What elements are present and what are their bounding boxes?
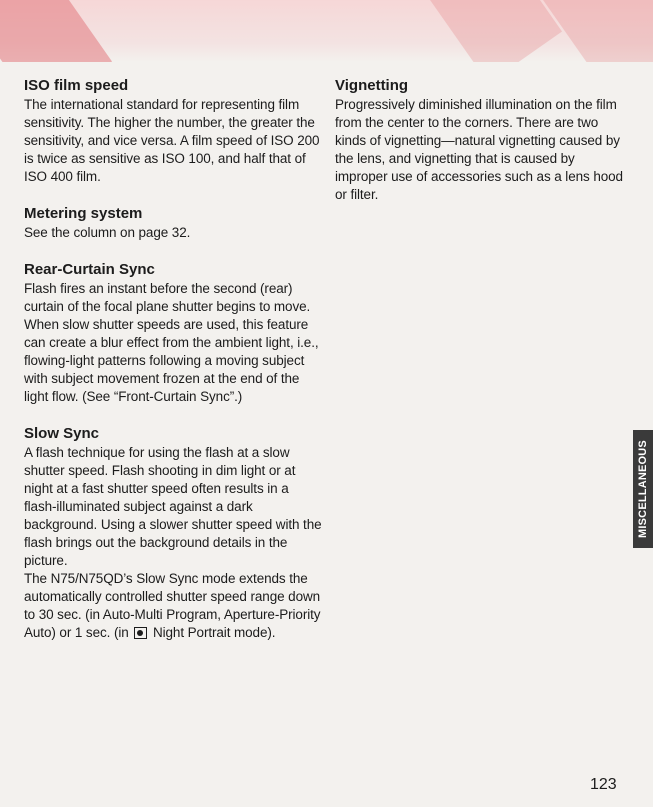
- term-heading: Metering system: [24, 205, 143, 222]
- term-definition: See the column on page 32.: [24, 225, 191, 240]
- term-definition-extra: [24, 570, 324, 642]
- left-column: [24, 76, 324, 660]
- right-column: [335, 76, 627, 222]
- section-tab-label: MISCELLANEOUS: [637, 440, 649, 538]
- term-heading: Vignetting: [335, 77, 409, 94]
- term-definition: Flash fires an instant before the second (rear) curtain of the focal plane shutter begins to move. When slow shutter speeds are used, this feature can create a blur effect from the ambient light, i.e., flowing-light patterns following a moving subject with subject movement frozen at the end of the light flow. (See “Front-Curtain Sync”.): [24, 281, 319, 404]
- page-number: 123: [590, 776, 617, 793]
- term-definition: Progressively diminished illumination on the film from the center to the corners. There are two kinds of vignetting—natural vignetting caused by the lens, and vignetting that is caused by improper use of accessories such as a lens hood or filter.: [335, 97, 623, 202]
- entry-metering-system: [24, 204, 324, 242]
- term-heading: Rear-Curtain Sync: [24, 261, 155, 278]
- entry-iso-film-speed: [24, 76, 324, 186]
- slow-sync-text-before: The N75/N75QD’s Slow Sync mode extends the automatically controlled shutter speed range down to 30 sec. (in Auto-Multi Program, Aperture-Priority Auto) or 1 sec. (in: [24, 571, 321, 640]
- header-band: [0, 0, 653, 62]
- term-heading: ISO film speed: [24, 77, 129, 94]
- decor-stripe: [408, 0, 562, 62]
- term-definition: A flash technique for using the flash at a slow shutter speed. Flash shooting in dim light or at night at a fast shutter speed often results in a flash-illuminated subject against a dark background. Using a slower shutter speed with the flash brings out the background details in the picture.: [24, 445, 322, 568]
- term-definition: The international standard for representing film sensitivity. The higher the number, the greater the sensitivity, and vice versa. A film speed of ISO 200 is twice as sensitive as ISO 100, and half that of ISO 400 film.: [24, 97, 320, 184]
- night-portrait-icon: [134, 627, 147, 639]
- section-tab: [633, 430, 653, 548]
- entry-slow-sync: [24, 424, 324, 642]
- term-heading: Slow Sync: [24, 425, 100, 442]
- slow-sync-text-after: Night Portrait mode).: [152, 625, 276, 640]
- entry-rear-curtain-sync: [24, 260, 324, 406]
- entry-vignetting: [335, 76, 627, 204]
- decor-stripe: [0, 0, 112, 62]
